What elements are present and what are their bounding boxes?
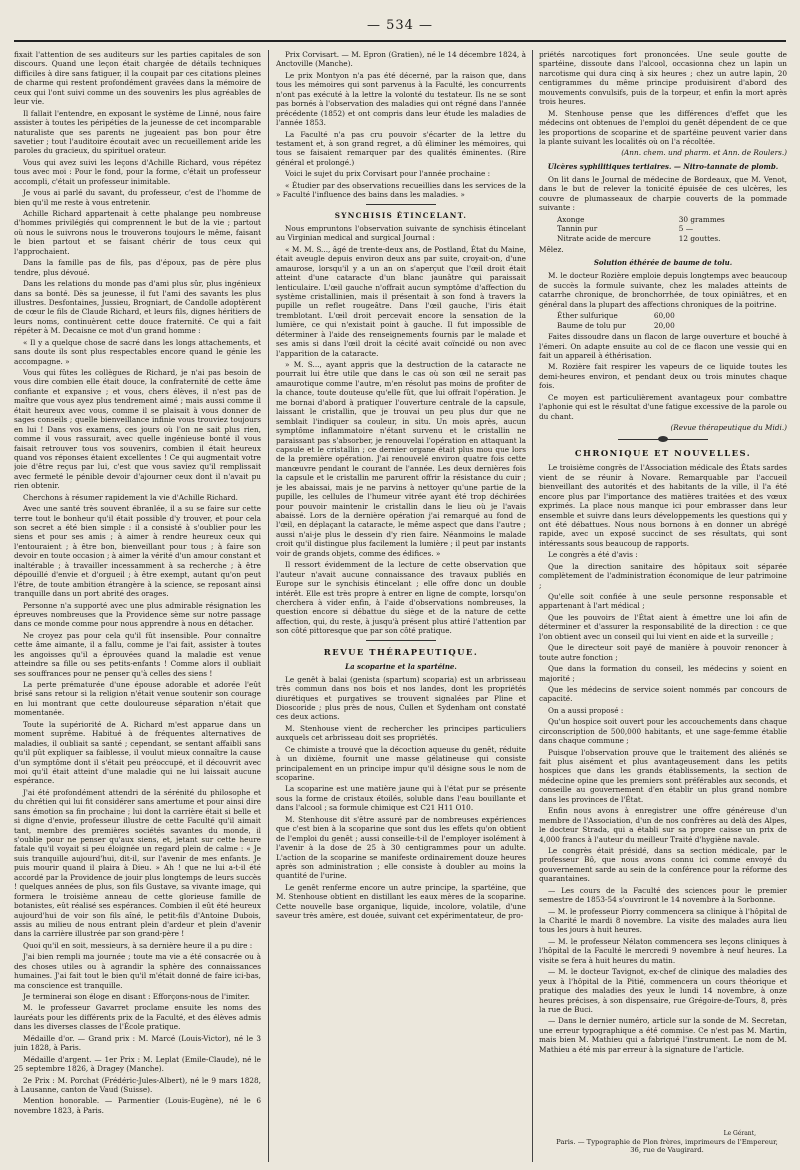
paragraph: Mention honorable. — Parmentier (Louis-Eugène), né le 6 novembre 1823, à Paris. bbox=[14, 1096, 261, 1115]
column-3 bbox=[539, 50, 787, 1162]
page-number: — 534 — bbox=[366, 18, 434, 33]
recipe-table bbox=[557, 215, 729, 243]
paragraph: Quoi qu'il en soit, messieurs, à sa dernière heure il a pu dire : bbox=[23, 940, 253, 950]
paragraph: — M. le professeur Nélaton commencera ses leçons cliniques à l'hôpital de la Faculté le mercredi 9 novembre à neuf heures. La visite se fera à huit heures du matin. bbox=[539, 936, 787, 965]
paragraph: Que le directeur soit payé de manière à pouvoir renoncer à toute autre fonction ; bbox=[539, 643, 787, 662]
paragraph: — Les cours de la Faculté des sciences pour le premier semestre de 1853-54 s'ouvriront le 14 novembre à la Sorbonne. bbox=[539, 885, 787, 905]
recipe-amount: 60,00 bbox=[653, 311, 675, 321]
paragraph: Ce moyen est particulièrement avantageux pour combattre l'aphonie qui est le résultat d'une fatigue excessive de la parole ou du chant. bbox=[539, 392, 787, 421]
paragraph: fixait l'attention de ses auditeurs sur les parties capitales de son discours. Quand une leçon était chargée de détails techniques difficiles à dire sans fatiguer, il la coupait par ces citations pleines de charme qui restent profondément gravées dans la mémoire de ceux qui l'ont suivi comme un des souvenirs les plus agréables de leur vie. bbox=[14, 50, 261, 107]
recipe-row bbox=[557, 234, 729, 243]
paragraph: Dans les relations du monde pas d'ami plus sûr, plus ingénieux dans sa bonté. Dès sa jeunesse, il fut l'ami des savants les plus illustres. Desfontaines, Jussieu, Brogniart, de Candolle adoptèrent de cœur le fils de Claude Richard, et leurs fils, dignes héritiers de leurs noms, continuèrent cette douce fraternité. Ce qui a fait répéter à M. Decaisne ce mot d'un grand homme : bbox=[14, 279, 261, 336]
column-2 bbox=[276, 50, 526, 1162]
divider-rule bbox=[366, 640, 436, 641]
recipe-ingredient: Éther sulfurique bbox=[557, 311, 618, 321]
paragraph: Puisque l'observation prouve que le traitement des aliénés se fait plus aisément et plus avantageusement dans les petits hospices que dans les grands établissements, la section de médecine opine que les premiers sont préférables aux seconds, et conseille au gouvernement d'en établir un plus grand nombre dans les provinces de l'État. bbox=[539, 747, 787, 804]
imprint bbox=[548, 1130, 786, 1154]
recipe-ingredient: Tannin pur bbox=[557, 224, 598, 234]
paragraph: — M. le professeur Piorry commencera sa clinique à l'hôpital de la Charité le mardi 8 novembre. La visite des malades aura lieu tous les jours à huit heures. bbox=[539, 906, 787, 935]
paragraph: Prix Corvisart. — M. Epron (Gratien), né le 14 décembre 1824, à Anctoville (Manche). bbox=[276, 50, 526, 69]
paragraph: J'ai été profondément attendri de la sérénité du philosophe et du chrétien qui lui fit considérer sans amertume et pour ainsi dire sans émotion sa fin prochaine ; lui dont la carrière était si belle et si digne d'envie, professeur illustre de cette Faculté qu'il aimait tant, membre des premières sociétés savantes du monde, il s'oublie pour ne penser qu'aux siens, et, jetant sur cette heure fatale qu'il voyait si peu éloignée un regard plein de calme : « Je suis tranquille aujourd'hui, dit-il, sur l'avenir de mes enfants. Je puis mourir quand il plaira à Dieu. » Ah ! que ne lui a-t-il été accordé par la Providence de jouir plus longtemps de leurs succès ! quelques années de plus, son fils Gustave, sa vivante image, qui formera le troisième anneau de cette glorieuse famille de botanistes, eût réalisé ses espérances. Combien il eût été heureux aujourd'hui de voir son fils aîné, le petit-fils d'Antoine Dubois, assis au milieu de nous entrant plein d'ardeur et plein d'avenir dans la carrière illustrée par son grand-père ! bbox=[14, 787, 261, 939]
paragraph: M. le docteur Rozière emploie depuis longtemps avec beaucoup de succès la formule suivante, chez les malades atteints de catarrhe chronique, de bronchorrhée, de toux opiniâtres, et en général dans la plupart des affections chroniques de la poitrine. bbox=[539, 271, 787, 309]
column-1 bbox=[14, 50, 261, 1162]
paragraph: M. Stenhouse pense que les différences d'effet que les médecins ont obtenues de l'emploi du genêt dépendent de ce que les proportions de scoparine et de spartéine peuvent varier dans la plante suivant les localités où on l'a récoltée. bbox=[539, 108, 787, 146]
paragraph: Nous empruntons l'observation suivante de synchisis étincelant au Virginian medical and surgical Journal : bbox=[276, 223, 526, 243]
paragraph: Toute la supériorité de A. Richard m'est apparue dans un moment suprême. Habitué à de fréquentes alternatives de maladies, il oubliait sa santé ; cependant, se sentant affaibli sans qu'il pût expliquer sa faiblesse, il voulut mieux connaître la cause d'un symptôme dont il s'était peu préoccupé, et il découvrit avec moi qu'il était atteint d'une maladie qui ne lui laissait aucune espérance. bbox=[14, 719, 261, 786]
paragraph: On lit dans le Journal de médecine de Bordeaux, que M. Venot, dans le but de relever la tonicité épuisée de ces ulcères, les couvre de plumasseaux de charpie couverts de la pommade suivante : bbox=[539, 174, 787, 213]
paragraph: Il ressort évidemment de la lecture de cette observation que l'auteur n'avait aucune connaissance des travaux publiés en Europe sur le synchisis étincelant ; elle offre donc un double intérêt. Elle est très propre à entrer en ligne de compte, lorsqu'on cherchera à vider enfin, à l'aide d'observations nombreuses, la question encore si débattue du siège et de la nature de cette affection, qui, du reste, à jusqu'à présent plus attiré l'attention par son côté pittoresque que par son côté pratique. bbox=[276, 560, 526, 636]
paragraph: Je terminerai son éloge en disant : Efforçons-nous de l'imiter. bbox=[23, 992, 250, 1001]
paragraph: Le genêt à balai (genista (spartum) scoparia) est un arbrisseau très commun dans nos bois et nos landes, dont les propriétés diurétiques et purgatives se trouvent signalées par Pline et Dioscoride ; plus près de nous, Cullen et Sydenham ont constaté ces deux actions. bbox=[276, 674, 526, 722]
paragraph: M. Stenhouse vient de rechercher les principes particuliers auxquels cet arbrisseau doit ses propriétés. bbox=[276, 723, 526, 743]
section-title: REVUE THÉRAPEUTIQUE. bbox=[323, 646, 479, 657]
paragraph: Vous qui avez suivi les leçons d'Achille Richard, vous répétez tous avec moi : Pour le fond, pour la forme, c'était un professeur accompli, c'était un professeur inimitable. bbox=[14, 157, 261, 186]
paragraph: 2e Prix : M. Porchat (Frédéric-Jules-Albert), né le 9 mars 1828, à Lausanne, canton de Vaud (Suisse). bbox=[14, 1075, 261, 1094]
recipe-amount: 20,00 bbox=[653, 320, 675, 330]
paragraph: — M. le docteur Tavignot, ex-chef de clinique des maladies des yeux à l'hôpital de la Pitié, commencera un cours théorique et pratique des maladies des yeux le lundi 14 novembre, à onze heures précises, à son dispensaire, rue Grégoire-de-Tours, 8, près la rue de Buci. bbox=[539, 967, 787, 1014]
paragraph: Que les pouvoirs de l'État aient à émettre une loi afin de déterminer et d'assurer la responsabilité de la direction : ce que l'on obtient avec un conseil qui lui vient en aide et la surveille ; bbox=[539, 612, 787, 641]
paragraph: Vous qui fûtes les collègues de Richard, je n'ai pas besoin de vous dire combien elle était douce, la confraternité de cette âme confiante et expansive ; et vous, chers élèves, il n'est pas de maître que vous ayez plus tendrement aimé ; mais aussi comme il était heureux avec vous, comme il se plaisait à vous donner de sages conseils ; quelle bienveillance infinie vous trouviez toujours en lui ! Dans vos examens, ces jours où l'on ne sait plus rien, comme il vous rassurait, avec quelle ingénieuse bonté il vous faisait retrouver tous vos souvenirs, combien il était heureux quand vos réponses étaient excellentes ! Ce qui augmentait votre joie d'être reçus par lui, c'est que vous saviez qu'il remplissait avec fermeté le pénible devoir d'ajourner ceux dont il n'avait pu rien obtenir. bbox=[14, 368, 261, 491]
recipe-amount: 30 grammes bbox=[678, 214, 725, 224]
source-reference: (Revue thérapeutique du Midi.) bbox=[670, 423, 787, 432]
paragraph: Que dans la formation du conseil, les médecins y soient en majorité ; bbox=[539, 664, 787, 683]
recipe-ingredient: Nitrate acide de mercure bbox=[557, 233, 651, 243]
paragraph: Que les médecins de service soient nommés par concours de capacité. bbox=[539, 684, 787, 704]
recipe-table bbox=[557, 311, 679, 330]
section-subtitle: La scoparine et la spartéine. bbox=[345, 661, 457, 671]
paragraph: On a aussi proposé : bbox=[548, 705, 624, 715]
paragraph: Le troisième congrès de l'Association médicale des États sardes vient de se réunir à Novare. Remarquable par l'accueil bienveillant des autorités et des habitants de la ville, il l'a été encore plus par l'importance des matières traitées et des vœux exprimés. La place nous manque ici pour embrasser dans leur ensemble et suivre dans leurs développements les questions qui y ont été débattues. Nous nous bornons à en donner un abrégé rapide, avec un exposé succinct de ses résultats, qui sont intéressants sous beaucoup de rapports. bbox=[539, 463, 787, 548]
paragraph: Le prix Montyon n'a pas été décerné, par la raison que, dans tous les mémoires qui sont parvenus à la Faculté, les concurrents n'ont pas exécuté à la lettre la volonté du testateur. Ils ne se sont pas bornés à l'observation des maladies qui ont régné dans l'année précédente (1852) et ont compris dans leur étude les maladies de l'année 1853. bbox=[276, 70, 526, 128]
paragraph: Le genêt renferme encore un autre principe, la spartéine, que M. Stenhouse obtient en distillant les eaux mères de la scoparine. Cette nouvelle base organique, liquide, incolore, volatile, d'une saveur très amère, est douée, suivant cet expérimentateur, de pro- bbox=[276, 882, 526, 921]
paragraph: Médaille d'or. — Grand prix : M. Marcé (Louis-Victor), né le 3 juin 1828, à Paris. bbox=[14, 1033, 261, 1053]
divider-rule bbox=[366, 204, 436, 205]
paragraph: Que la direction sanitaire des hôpitaux soit séparée complètement de l'administration économique de leur patrimoine ; bbox=[539, 561, 787, 590]
paragraph: — Dans le dernier numéro, article sur la sonde de M. Secretan, une erreur typographique a été commise. Ce n'est pas M. Martin, mais bien M. Mathieu qui a fabriqué l'instrument. Le nom de M. Mathieu a été mis par erreur à la signature de l'article. bbox=[539, 1016, 787, 1054]
paragraph: La perte prématurée d'une épouse adorable et adorée l'eût brisé sans retour si la religion n'était venue soutenir son courage en lui montrant que cette douloureuse séparation n'était que momentanée. bbox=[14, 680, 261, 718]
paragraph: Dans la famille pas de fils, pas d'époux, pas de père plus tendre, plus dévoué. bbox=[14, 258, 261, 277]
recipe-row bbox=[557, 321, 679, 330]
paragraph: Ne croyez pas pour cela qu'il fût insensible. Pour connaître cette âme aimante, il a fallu, comme je l'ai fait, assister à toutes les angoisses qu'il a éprouvées quand la maladie est venue atteindre sa fille ou ses petits-enfants ! Comme alors il oubliait ses souffrances pour ne penser qu'à celles des siens ! bbox=[14, 630, 261, 678]
imprint-line-1: Paris. — Typographie de Plon frères, imprimeurs de l'Empereur, bbox=[556, 1137, 778, 1146]
recipe-row bbox=[557, 311, 679, 320]
source-reference: (Ann. chem. und pharm. et Ann. de Roulers.) bbox=[621, 148, 787, 158]
section-title: Ulcères syphilitiques tertiaires. — Nitro-tannate de plomb. bbox=[547, 161, 779, 171]
paragraph: Faites dissoudre dans un flacon de large ouverture et bouché à l'émeri. On adapte ensuite au col de ce flacon une vessie qui en fait un appareil à éthérisation. bbox=[539, 332, 787, 360]
paragraph: Le congrès était présidé, dans sa section médicale, par le professeur Bô, que nous avons connu ici comme envoyé du gouvernement sarde au sein de la conférence pour la réforme des quarantaines. bbox=[539, 845, 787, 884]
imprint-line-2: 36, rue de Vaugirard. bbox=[630, 1145, 704, 1154]
recipe-amount: 5 — bbox=[678, 224, 694, 234]
recipe-end: Mêlez. bbox=[539, 244, 564, 254]
recipe-row bbox=[557, 224, 729, 233]
paragraph: M. le professeur Gavarret proclame ensuite les noms des lauréats pour les différents prix de la Faculté, et des élèves admis dans les diverses classes de l'École pratique. bbox=[14, 1003, 261, 1032]
ornament-divider bbox=[618, 436, 708, 442]
section-title: SYNCHISIS ÉTINCELANT. bbox=[334, 210, 468, 220]
recipe-amount: 12 gouttes. bbox=[678, 233, 721, 243]
paragraph: priétés narcotiques fort prononcées. Une seule goutte de spartéine, dissoute dans l'alcool, occasionna chez un lapin un narcotisme qui dura cinq à six heures ; chez un autre lapin, 20 centigrammes du même principe produisirent d'abord des mouvements convulsifs, puis de la torpeur, et enfin la mort après trois heures. bbox=[539, 50, 787, 107]
paragraph: Médaille d'argent. — 1er Prix : M. Leplat (Emile-Claude), né le 25 septembre 1826, à Dragey (Manche). bbox=[14, 1054, 261, 1074]
paragraph: Le congrès a été d'avis : bbox=[548, 550, 638, 560]
paragraph: Je vous ai parlé du savant, du professeur, c'est de l'homme de bien qu'il me reste à vous entretenir. bbox=[14, 188, 261, 207]
column-separator bbox=[532, 50, 533, 1162]
paragraph: J'ai bien rempli ma journée ; toute ma vie a été consacrée ou à des choses utiles ou à agrandir la sphère des connaissances humaines. J'ai fait tout le bien qu'il m'était donné de faire ici-bas, ma conscience est tranquille. bbox=[14, 952, 261, 990]
paragraph: Qu'un hospice soit ouvert pour les accouchements dans chaque circonscription de 500,000 habitants, et une sage-femme établie dans chaque commune ; bbox=[539, 717, 787, 746]
paragraph: Il fallait l'entendre, en exposant le système de Linné, nous faire assister à toutes les péripéties de la jeunesse de cet incomparable naturaliste que ses parents ne jugeaient pas bon pour être savetier ; tout l'auditoire écoutait avec un recueillement aride les paroles du gracieux, du spirituel orateur. bbox=[14, 108, 261, 156]
header-rule bbox=[14, 40, 786, 42]
paragraph: Qu'elle soit confiée à une seule personne responsable et appartenant à l'art médical ; bbox=[539, 592, 787, 611]
paragraph: Cherchons à résumer rapidement la vie d'Achille Richard. bbox=[23, 492, 238, 502]
section-title: Solution éthérée de baume de tolu. bbox=[593, 258, 733, 268]
paragraph: La Faculté n'a pas cru pouvoir s'écarter de la lettre du testament et, à son grand regret, a dû éliminer les mémoires, qui tous se faisaient remarquer par des qualités éminentes. (Rire général et prolongé.) bbox=[276, 129, 526, 167]
paragraph: Avec une santé très souvent ébranlée, il a su se faire sur cette terre tout le bonheur qu'il était possible d'y trouver, et pour cela son secret a été bien simple : il a consisté à s'oublier pour les siens et pour ses amis ; à aimer à rendre heureux ceux qui l'entouraient ; à être bon, bienveillant pour tous ; à faire son devoir en toute occasion ; à aimer la vérité d'un amour constant et inaltérable ; à travailler incessamment à sa recherche ; à être dépouillé d'envie et d'orgueil ; à être exempt, autant qu'on peut l'être, de toute ambition étrangère à la science, se reposant ainsi tranquille dans un port abrité des orages. bbox=[14, 504, 261, 599]
paragraph: Enfin nous avons à enregistrer une offre généreuse d'un membre de l'Association, d'un de nos confrères au delà des Alpes, le docteur Strada, qui a établi sur sa propre caisse un prix de 4,000 francs à l'auteur du meilleur Traité d'hygiène navale. bbox=[539, 806, 787, 844]
recipe-ingredient: Baume de tolu pur bbox=[557, 320, 626, 330]
paragraph: M. Stenhouse dit s'être assuré par de nombreuses expériences que c'est bien à la scoparine que sont dus les effets qu'on obtient de l'emploi du genêt ; aussi conseille-t-il de l'employer isolément à l'avenir à la dose de 25 à 30 centigrammes pour un adulte. L'action de la scoparine se manifeste ordinairement douze heures après son administration ; elle consiste à doubler au moins la quantité de l'urine. bbox=[276, 814, 526, 881]
paragraph: M. Rozière fait respirer les vapeurs de ce liquide toutes les demi-heures environ, et pendant deux ou trois minutes chaque fois. bbox=[539, 362, 787, 391]
paragraph: Achille Richard appartenait à cette phalange peu nombreuse d'hommes privilégiés qui comprennent le but de la vie ; partout où nous le suivrons nous le trouverons toujours le même, faisant le bien partout et se faisant chérir de tous ceux qui l'approchaient. bbox=[14, 209, 261, 256]
paragraph: « Il y a quelque chose de sacré dans les longs attachements, et sans doute ils sont plus respectables encore quand le génie les accompagne. » bbox=[14, 337, 261, 366]
paragraph: Voici le sujet du prix Corvisart pour l'année prochaine : bbox=[285, 169, 491, 179]
recipe-row bbox=[557, 215, 729, 224]
signature: Le Gérant, bbox=[723, 1130, 756, 1137]
recipe-ingredient: Axonge bbox=[557, 214, 585, 224]
paragraph: « Étudier par des observations recueillies dans les services de la » Faculté l'influence des bains dans les maladies. » bbox=[276, 180, 526, 200]
paragraph: Personne n'a supporté avec une plus admirable résignation les épreuves nombreuses que la Providence sème sur notre passage dans ce monde comme pour nous apprendre à nous en détacher. bbox=[14, 600, 261, 629]
paragraph: La scoparine est une matière jaune qui à l'état pur se présente sous la forme de cristaux étoilés, soluble dans l'eau bouillante et dans l'alcool ; sa formule chimique est C21 H11 O10. bbox=[276, 784, 526, 813]
paragraph: « M. M. S..., âgé de trente-deux ans, de Postland, État du Maine, était aveugle depuis environ deux ans par suite, croyait-on, d'une amaurose, lorsqu'il y a un an on s'aperçut que l'œil droit était atteint d'une cataracte d'un blanc jaunâtre qui paraissait lenticulaire. L'œil gauche n'offrait aucun symptôme d'affection du système cristallinien, mais il présentait à son fond à travers la pupille un reflet rougeâtre. Dans l'œil gauche, l'iris était tremblotant. L'œil droit percevait encore la sensation de la lumière, ce qui n'existait point à gauche. Il fut impossible de déterminer à l'aide des renseignements fournis par le malade et ses amis si dans l'œil droit la cécité avait coïncidé ou non avec l'apparition de la cataracte. bbox=[276, 244, 526, 358]
paragraph: » M. S..., ayant appris que la destruction de la cataracte ne pourrait lui être utile que dans le cas où son œil ne serait pas amaurotique comme l'autre, m'en résolut pas moins de profiter de la chance, toute douteuse qu'elle fût, que lui offrait l'opération. Je me bornai d'abord à pratiquer l'ouverture centrale de la capsule, laissant le cristallin, que je trouvai un peu plus dur que ne semblait l'indiquer sa couleur, in situ. Un mois après, aucun symptôme inflammatoire n'étant survenu et le cristallin ne paraissant pas s'absorber, je renouvelai l'opération en attaquant la capsule et le cristallin ; ce dernier organe était plus mou que lors de la première opération. J'ai renouvelé environ quatre fois cette manœuvre pendant le courant de l'année. Les deux dernières fois la capsule et le cristallin me parurent offrir la résistance du cuir ; je les abaissai, mais je ne parvins à nettoyer qu'une partie de la pupille, les cellules de l'humeur vitrée ayant été trop déchirées pour pouvoir maintenir le cristallin dans le lieu où je l'avais abaissé. Lors de la dernière opération j'ai remarqué au fond de l'œil, en déplaçant la cataracte, le même aspect que dans l'autre ; aussi n'ai-je plus le dessein d'y rien faire. Néanmoins le malade croit qu'il distingue plus facilement la lumière ; il peut par instants voir de grands objets, comme des édifices. » bbox=[276, 360, 526, 558]
section-title: CHRONIQUE ET NOUVELLES. bbox=[574, 448, 752, 459]
column-separator bbox=[268, 50, 269, 1162]
paragraph: Ce chimiste a trouvé que la décoction aqueuse du genêt, réduite à un dixième, fournit une masse gélatineuse qui consiste principalement en un principe impur qu'il désigne sous le nom de scoparine. bbox=[276, 744, 526, 782]
